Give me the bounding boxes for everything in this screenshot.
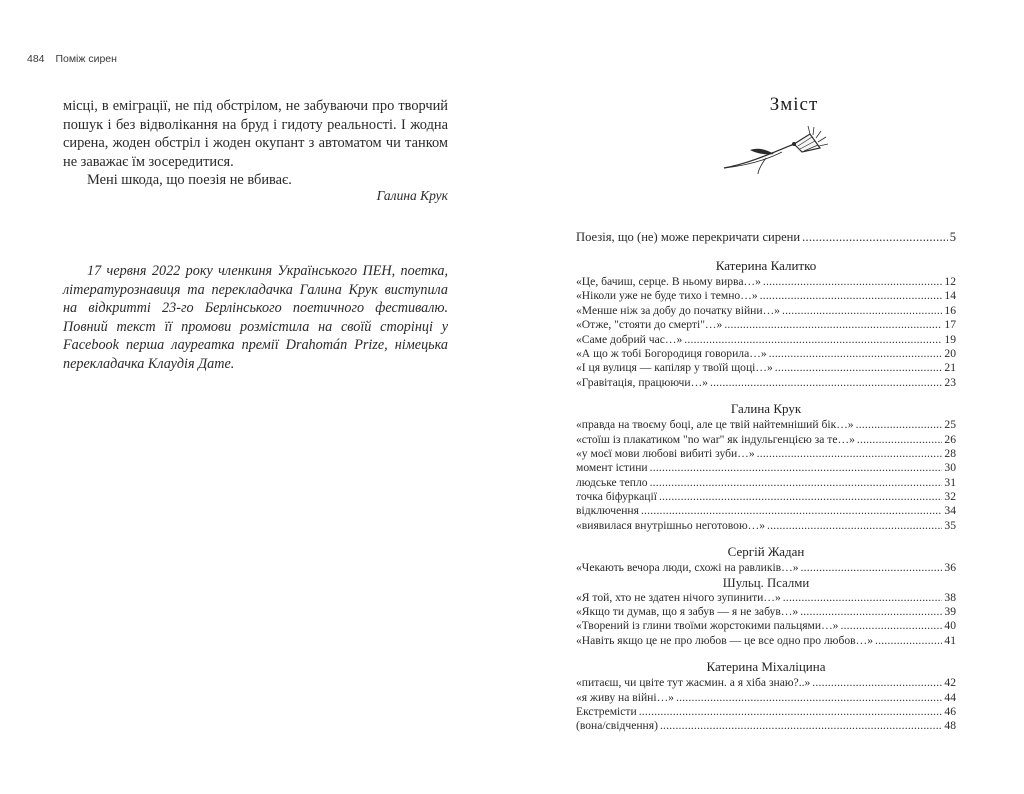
toc-entry[interactable] [576, 333, 956, 347]
toc-entry-page: 40 [944, 619, 956, 633]
toc-entry-title: «Я той, хто не здатен нічого зупинити…» [576, 590, 781, 604]
dot-leader [660, 719, 942, 733]
toc-entry-page: 36 [944, 561, 956, 575]
toc-entry-page: 25 [944, 418, 956, 432]
source-note: 17 червня 2022 року членкиня Українського ПЕН, поетка, літературознавиця та перекладачка Галина Крук виступила на відкритті 23-го Берлінського поетичного фестивалю. Повний текст її промови розмістила на своїй сторінці у Facebook перша лауреатка премії Drahomán Prize, німецька перекладачка Клаудія Дате. [63, 263, 448, 372]
toc-entry-page: 28 [944, 446, 956, 460]
toc-entry-page: 42 [944, 676, 956, 690]
toc-entry-page: 48 [944, 719, 956, 733]
toc-entry-title: «питаєш, чи цвіте тут жасмин. а я хіба знаю?..» [576, 676, 811, 690]
table-of-contents [576, 230, 956, 734]
toc-entry-page: 35 [944, 518, 956, 532]
dot-leader [639, 705, 943, 719]
toc-entry[interactable] [576, 619, 956, 633]
toc-entry-page: 41 [944, 633, 956, 647]
toc-entry-title: «стоїш із плакатиком "no war" як індульгенцією за те…» [576, 432, 855, 446]
toc-entry-title: «Якщо ти думав, що я забув — я не забув…» [576, 605, 799, 619]
toc-title: Зміст [769, 94, 819, 115]
toc-entry-title: «правда на твоєму боці, але це твій найтемніший бік…» [576, 418, 854, 432]
toc-entry[interactable] [576, 447, 956, 461]
toc-subheading: Шульц. Псалми [722, 575, 810, 590]
toc-entry-title: Поезія, що (не) може перекричати сирени [576, 230, 801, 244]
toc-entry-page: 14 [944, 289, 956, 303]
toc-entry[interactable] [576, 318, 956, 332]
dot-leader [782, 304, 942, 318]
toc-entry-title: «Це, бачиш, серце. В ньому вирва…» [576, 275, 761, 288]
toc-entry-page: 39 [944, 605, 956, 619]
dot-leader [840, 619, 942, 633]
toc-entry-title: «Менше ніж за добу до початку війни…» [576, 303, 780, 317]
toc-entry-page: 5 [949, 230, 956, 244]
dot-leader [857, 433, 943, 447]
toc-entry-title: точка біфуркації [576, 490, 657, 504]
toc-entry[interactable] [576, 605, 956, 619]
toc-entry-page: 30 [944, 461, 956, 475]
toc-entry[interactable] [576, 676, 956, 690]
dot-leader [684, 333, 942, 347]
toc-entry-page: 12 [944, 275, 956, 288]
toc-author-name: Сергій Жадан [727, 544, 805, 560]
toc-entry-page: 31 [944, 475, 956, 489]
toc-author-section [576, 543, 956, 648]
toc-entry-title: Екстремісти [576, 704, 637, 718]
toc-entry-title: «Саме добрий час…» [576, 332, 683, 346]
toc-entry-page: 19 [944, 332, 956, 346]
toc-entry-page: 17 [944, 318, 956, 332]
toc-entry-page: 16 [944, 303, 956, 317]
page-number: 484 [27, 53, 45, 65]
toc-entry[interactable] [576, 719, 956, 733]
dot-leader [800, 605, 942, 619]
toc-entry-page: 20 [944, 346, 956, 360]
toc-entry[interactable] [576, 275, 956, 289]
toc-entry[interactable] [576, 591, 956, 605]
toc-entry-title: людське тепло [576, 475, 648, 489]
toc-entry[interactable] [576, 304, 956, 318]
toc-entry-title: «І ця вулиця — капіляр у твоїй щоці…» [576, 361, 773, 375]
running-head-title: Поміж сирен [55, 53, 117, 65]
toc-entry-title: «виявилася внутрішньо неготовою…» [576, 518, 766, 532]
essay-paragraph: місці, в еміграції, не під обстрілом, не забуваючи про творчий пошук і без відволікання на бруд і гидоту реальності. І жодна сирена, жоден обстріл і жоден окупант з автоматом чи танком не заважає їм зосередитися. [63, 98, 448, 170]
toc-entry-title: момент істини [576, 461, 648, 475]
toc-entry[interactable] [576, 561, 956, 575]
toc-author-section [576, 658, 956, 734]
toc-entry[interactable] [576, 476, 956, 490]
toc-entry-page: 46 [944, 704, 956, 718]
toc-entry-title: «Отже, "стояти до смерті"…» [576, 318, 723, 332]
right-page [512, 0, 1024, 794]
dot-leader [856, 418, 943, 432]
toc-entry-page: 21 [944, 361, 956, 375]
toc-entry[interactable] [576, 691, 956, 705]
toc-entry[interactable] [576, 347, 956, 361]
dot-leader [641, 504, 942, 518]
dot-leader [801, 561, 943, 575]
toc-entry-title: «у моєї мови любові вибиті зуби…» [576, 446, 755, 460]
toc-entry-page: 26 [944, 432, 956, 446]
toc-entry[interactable] [576, 230, 956, 246]
toc-entry-page: 38 [944, 590, 956, 604]
toc-entry-title: «Навіть якщо це не про любов — це все одно про любов…» [576, 633, 874, 647]
essay-ending [63, 97, 448, 190]
toc-entry[interactable] [576, 433, 956, 447]
toc-author-name: Катерина Міхаліцина [706, 659, 826, 675]
essay-closing-line: Мені шкода, що поезія не вбиває. [87, 172, 292, 189]
toc-entry-title: «Ніколи уже не буде тихо і темно…» [576, 289, 758, 303]
quill-bell-flower-ornament-icon [722, 124, 832, 176]
dot-leader [724, 318, 942, 332]
dot-leader [763, 275, 943, 289]
toc-entry-page: 34 [944, 504, 956, 518]
toc-entry-title: «Гравітація, працюючи…» [576, 375, 708, 389]
dot-leader [710, 376, 942, 390]
toc-entry[interactable] [576, 519, 956, 533]
running-head [27, 53, 117, 65]
toc-entry-title: «я живу на війні…» [576, 690, 674, 704]
toc-entry-page: 44 [944, 690, 956, 704]
dot-leader [812, 676, 942, 690]
toc-entry[interactable] [576, 634, 956, 648]
dot-leader [757, 447, 943, 461]
dot-leader [650, 476, 943, 490]
dot-leader [760, 289, 943, 303]
toc-entry-title: відключення [576, 504, 639, 518]
dot-leader [676, 691, 942, 705]
toc-author-section [576, 257, 956, 390]
toc-entry[interactable] [576, 705, 956, 719]
dot-leader [775, 361, 943, 375]
dot-leader [802, 230, 948, 244]
toc-entry-page: 23 [944, 375, 956, 389]
toc-entry[interactable] [576, 504, 956, 518]
toc-entry-page: 32 [944, 490, 956, 504]
toc-author-name: Галина Крук [730, 401, 802, 417]
toc-entry[interactable] [576, 289, 956, 303]
toc-entry[interactable] [576, 376, 956, 390]
author-signature: Галина Крук [376, 188, 448, 203]
toc-entry-title: «А що ж тобі Богородиця говорила…» [576, 346, 767, 360]
toc-entry[interactable] [576, 418, 956, 432]
dot-leader [783, 591, 943, 605]
dot-leader [875, 634, 942, 648]
toc-entry[interactable] [576, 361, 956, 375]
toc-entry-title: «Творений із глини твоїми жорстокими пальцями…» [576, 619, 839, 633]
toc-entry-title: «Чекають вечора люди, схожі на равликів…» [576, 561, 799, 575]
toc-entry[interactable] [576, 490, 956, 504]
toc-author-section [576, 400, 956, 533]
dot-leader [767, 519, 942, 533]
toc-author-name: Катерина Калитко [715, 258, 817, 273]
toc-entry-title: (вона/свідчення) [576, 719, 658, 733]
dot-leader [769, 347, 943, 361]
dot-leader [659, 490, 942, 504]
toc-entry[interactable] [576, 461, 956, 475]
dot-leader [650, 461, 943, 475]
toc-sections [576, 257, 956, 734]
